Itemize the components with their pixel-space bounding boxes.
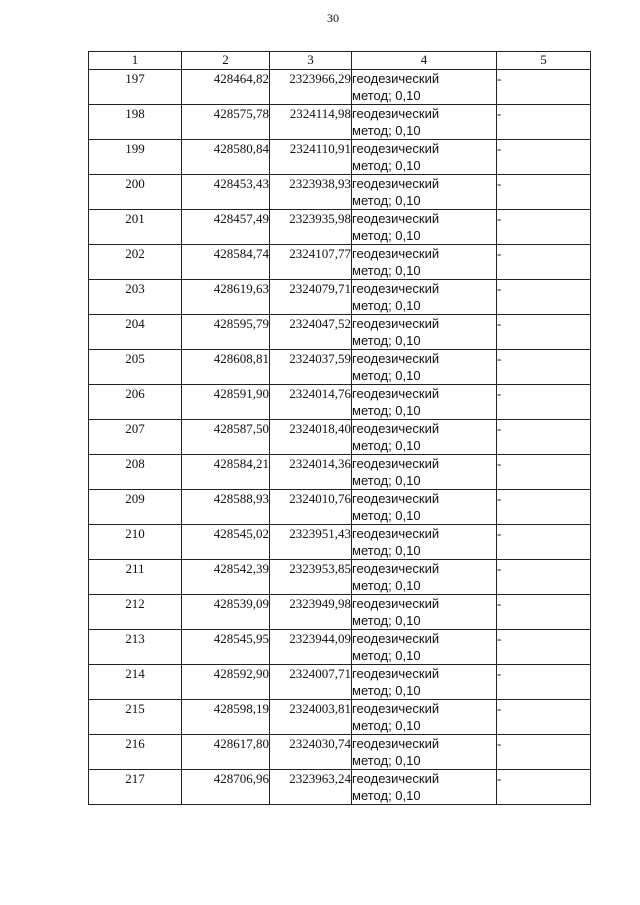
y-coordinate-cell: 2324003,81 xyxy=(270,700,352,735)
method-name: геодезический xyxy=(352,456,440,471)
table-row xyxy=(89,280,591,315)
y-coordinate-cell: 2324114,98 xyxy=(270,105,352,140)
x-coordinate-cell: 428545,95 xyxy=(182,630,270,665)
method-name: геодезический xyxy=(352,666,440,681)
method-name: геодезический xyxy=(352,71,440,86)
y-coordinate-cell: 2324107,77 xyxy=(270,245,352,280)
note-cell: - xyxy=(497,455,591,490)
point-number-cell: 201 xyxy=(89,210,182,245)
x-coordinate-cell: 428584,21 xyxy=(182,455,270,490)
point-number-cell: 209 xyxy=(89,490,182,525)
x-coordinate-cell: 428617,80 xyxy=(182,735,270,770)
method-accuracy: метод; 0,10 xyxy=(352,193,421,208)
method-accuracy: метод; 0,10 xyxy=(352,718,421,733)
method-name: геодезический xyxy=(352,596,440,611)
x-coordinate-cell: 428457,49 xyxy=(182,210,270,245)
method-cell xyxy=(352,490,497,525)
method-accuracy: метод; 0,10 xyxy=(352,298,421,313)
y-coordinate-cell: 2323966,29 xyxy=(270,70,352,105)
y-coordinate-cell: 2324014,36 xyxy=(270,455,352,490)
method-accuracy: метод; 0,10 xyxy=(352,403,421,418)
method-name: геодезический xyxy=(352,176,440,191)
note-cell: - xyxy=(497,350,591,385)
column-header-4: 4 xyxy=(352,52,497,70)
table-row xyxy=(89,700,591,735)
point-number-cell: 208 xyxy=(89,455,182,490)
method-cell xyxy=(352,280,497,315)
note-cell: - xyxy=(497,665,591,700)
method-accuracy: метод; 0,10 xyxy=(352,578,421,593)
method-cell xyxy=(352,630,497,665)
method-accuracy: метод; 0,10 xyxy=(352,438,421,453)
method-name: геодезический xyxy=(352,386,440,401)
note-cell: - xyxy=(497,595,591,630)
x-coordinate-cell: 428592,90 xyxy=(182,665,270,700)
method-cell xyxy=(352,245,497,280)
y-coordinate-cell: 2324037,59 xyxy=(270,350,352,385)
x-coordinate-cell: 428706,96 xyxy=(182,770,270,805)
table-row xyxy=(89,525,591,560)
point-number-cell: 211 xyxy=(89,560,182,595)
method-cell xyxy=(352,700,497,735)
method-cell xyxy=(352,70,497,105)
note-cell: - xyxy=(497,560,591,595)
method-accuracy: метод; 0,10 xyxy=(352,158,421,173)
note-cell: - xyxy=(497,210,591,245)
x-coordinate-cell: 428608,81 xyxy=(182,350,270,385)
y-coordinate-cell: 2323953,85 xyxy=(270,560,352,595)
method-accuracy: метод; 0,10 xyxy=(352,508,421,523)
method-name: геодезический xyxy=(352,246,440,261)
point-number-cell: 210 xyxy=(89,525,182,560)
point-number-cell: 216 xyxy=(89,735,182,770)
method-cell xyxy=(352,525,497,560)
y-coordinate-cell: 2324110,91 xyxy=(270,140,352,175)
column-header-2: 2 xyxy=(182,52,270,70)
x-coordinate-cell: 428587,50 xyxy=(182,420,270,455)
method-name: геодезический xyxy=(352,701,440,716)
point-number-cell: 204 xyxy=(89,315,182,350)
y-coordinate-cell: 2324018,40 xyxy=(270,420,352,455)
table-row xyxy=(89,140,591,175)
method-name: геодезический xyxy=(352,526,440,541)
x-coordinate-cell: 428464,82 xyxy=(182,70,270,105)
header-row xyxy=(89,52,591,70)
y-coordinate-cell: 2324007,71 xyxy=(270,665,352,700)
table-row xyxy=(89,175,591,210)
table-row xyxy=(89,490,591,525)
note-cell: - xyxy=(497,175,591,210)
table-body xyxy=(89,70,591,805)
table-row xyxy=(89,770,591,805)
note-cell: - xyxy=(497,385,591,420)
table-row xyxy=(89,105,591,140)
method-cell xyxy=(352,350,497,385)
point-number-cell: 215 xyxy=(89,700,182,735)
y-coordinate-cell: 2324014,76 xyxy=(270,385,352,420)
method-accuracy: метод; 0,10 xyxy=(352,228,421,243)
coordinates-table xyxy=(88,51,591,805)
x-coordinate-cell: 428542,39 xyxy=(182,560,270,595)
y-coordinate-cell: 2323949,98 xyxy=(270,595,352,630)
note-cell: - xyxy=(497,700,591,735)
y-coordinate-cell: 2324010,76 xyxy=(270,490,352,525)
x-coordinate-cell: 428580,84 xyxy=(182,140,270,175)
y-coordinate-cell: 2324047,52 xyxy=(270,315,352,350)
method-accuracy: метод; 0,10 xyxy=(352,368,421,383)
x-coordinate-cell: 428545,02 xyxy=(182,525,270,560)
note-cell: - xyxy=(497,70,591,105)
method-accuracy: метод; 0,10 xyxy=(352,88,421,103)
table-row xyxy=(89,455,591,490)
method-cell xyxy=(352,385,497,420)
table-row xyxy=(89,420,591,455)
point-number-cell: 207 xyxy=(89,420,182,455)
y-coordinate-cell: 2323951,43 xyxy=(270,525,352,560)
x-coordinate-cell: 428619,63 xyxy=(182,280,270,315)
method-accuracy: метод; 0,10 xyxy=(352,753,421,768)
point-number-cell: 214 xyxy=(89,665,182,700)
method-cell xyxy=(352,315,497,350)
y-coordinate-cell: 2323938,93 xyxy=(270,175,352,210)
x-coordinate-cell: 428584,74 xyxy=(182,245,270,280)
table-row xyxy=(89,210,591,245)
note-cell: - xyxy=(497,490,591,525)
y-coordinate-cell: 2323963,24 xyxy=(270,770,352,805)
method-cell xyxy=(352,420,497,455)
point-number-cell: 199 xyxy=(89,140,182,175)
table-row xyxy=(89,315,591,350)
table-row xyxy=(89,735,591,770)
table-row xyxy=(89,350,591,385)
column-header-3: 3 xyxy=(270,52,352,70)
method-accuracy: метод; 0,10 xyxy=(352,473,421,488)
method-cell xyxy=(352,210,497,245)
method-accuracy: метод; 0,10 xyxy=(352,648,421,663)
table-row xyxy=(89,665,591,700)
method-accuracy: метод; 0,10 xyxy=(352,123,421,138)
table-row xyxy=(89,595,591,630)
method-name: геодезический xyxy=(352,736,440,751)
y-coordinate-cell: 2323944,09 xyxy=(270,630,352,665)
method-name: геодезический xyxy=(352,351,440,366)
note-cell: - xyxy=(497,105,591,140)
method-accuracy: метод; 0,10 xyxy=(352,263,421,278)
method-name: геодезический xyxy=(352,771,440,786)
method-cell xyxy=(352,770,497,805)
method-cell xyxy=(352,455,497,490)
column-header-1: 1 xyxy=(89,52,182,70)
method-accuracy: метод; 0,10 xyxy=(352,613,421,628)
y-coordinate-cell: 2323935,98 xyxy=(270,210,352,245)
method-accuracy: метод; 0,10 xyxy=(352,788,421,803)
y-coordinate-cell: 2324079,71 xyxy=(270,280,352,315)
x-coordinate-cell: 428598,19 xyxy=(182,700,270,735)
table-row xyxy=(89,560,591,595)
note-cell: - xyxy=(497,735,591,770)
method-accuracy: метод; 0,10 xyxy=(352,333,421,348)
table-row xyxy=(89,70,591,105)
x-coordinate-cell: 428595,79 xyxy=(182,315,270,350)
method-cell xyxy=(352,560,497,595)
table-row xyxy=(89,630,591,665)
note-cell: - xyxy=(497,630,591,665)
point-number-cell: 200 xyxy=(89,175,182,210)
method-cell xyxy=(352,105,497,140)
x-coordinate-cell: 428591,90 xyxy=(182,385,270,420)
point-number-cell: 205 xyxy=(89,350,182,385)
note-cell: - xyxy=(497,140,591,175)
method-name: геодезический xyxy=(352,421,440,436)
method-cell xyxy=(352,665,497,700)
note-cell: - xyxy=(497,280,591,315)
table-header xyxy=(89,52,591,70)
note-cell: - xyxy=(497,420,591,455)
x-coordinate-cell: 428588,93 xyxy=(182,490,270,525)
page-number: 30 xyxy=(327,11,339,25)
note-cell: - xyxy=(497,770,591,805)
method-cell xyxy=(352,595,497,630)
point-number-cell: 212 xyxy=(89,595,182,630)
method-name: геодезический xyxy=(352,491,440,506)
method-name: геодезический xyxy=(352,281,440,296)
method-cell xyxy=(352,175,497,210)
table-row xyxy=(89,245,591,280)
point-number-cell: 198 xyxy=(89,105,182,140)
method-name: геодезический xyxy=(352,141,440,156)
point-number-cell: 197 xyxy=(89,70,182,105)
note-cell: - xyxy=(497,525,591,560)
method-name: геодезический xyxy=(352,211,440,226)
method-cell xyxy=(352,735,497,770)
column-header-5: 5 xyxy=(497,52,591,70)
note-cell: - xyxy=(497,245,591,280)
method-accuracy: метод; 0,10 xyxy=(352,683,421,698)
point-number-cell: 217 xyxy=(89,770,182,805)
point-number-cell: 203 xyxy=(89,280,182,315)
note-cell: - xyxy=(497,315,591,350)
y-coordinate-cell: 2324030,74 xyxy=(270,735,352,770)
method-name: геодезический xyxy=(352,106,440,121)
point-number-cell: 202 xyxy=(89,245,182,280)
method-name: геодезический xyxy=(352,316,440,331)
method-accuracy: метод; 0,10 xyxy=(352,543,421,558)
x-coordinate-cell: 428453,43 xyxy=(182,175,270,210)
x-coordinate-cell: 428575,78 xyxy=(182,105,270,140)
method-name: геодезический xyxy=(352,561,440,576)
method-cell xyxy=(352,140,497,175)
point-number-cell: 213 xyxy=(89,630,182,665)
table-row xyxy=(89,385,591,420)
point-number-cell: 206 xyxy=(89,385,182,420)
x-coordinate-cell: 428539,09 xyxy=(182,595,270,630)
method-name: геодезический xyxy=(352,631,440,646)
